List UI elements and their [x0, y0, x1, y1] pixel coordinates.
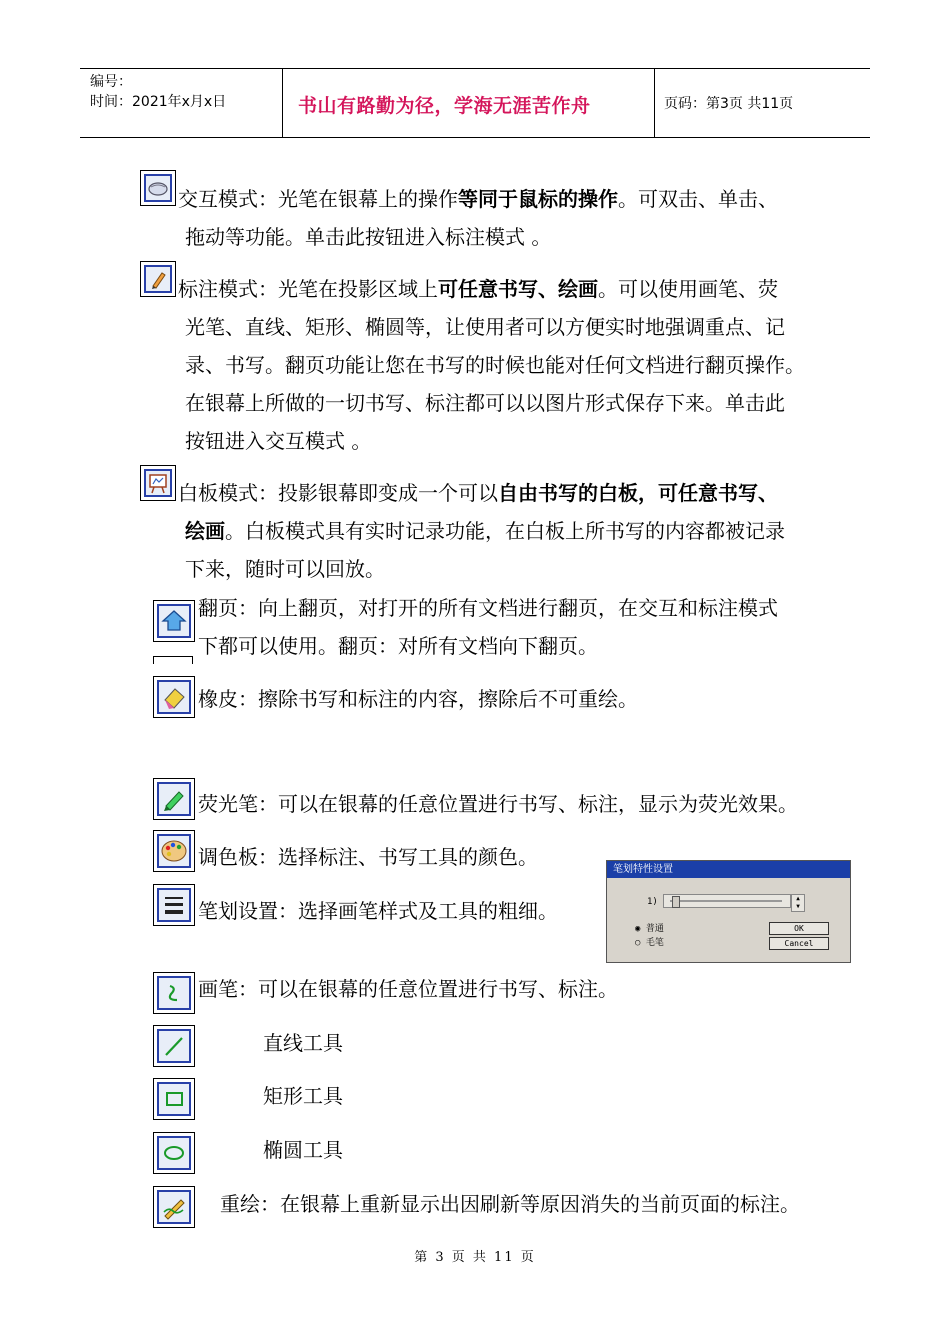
slider-thumb[interactable]: [672, 896, 680, 908]
pen-text: 画笔：可以在银幕的任意位置进行书写、标注。: [198, 977, 618, 1001]
pencil-icon: [140, 261, 176, 297]
page-turn-line2: 下都可以使用。翻页：对所有文档向下翻页。: [198, 634, 598, 658]
ok-button[interactable]: OK: [769, 922, 829, 935]
number-label: 编号：: [90, 74, 132, 90]
page-up-icon: [153, 600, 195, 642]
spin-down-icon[interactable]: ▼: [796, 903, 800, 910]
eraser-text: 橡皮：擦除书写和标注的内容，擦除后不可重绘。: [198, 687, 638, 711]
motto: 书山有路勤为径，学海无涯苦作舟: [298, 95, 591, 117]
page-turn-line1: 翻页：向上翻页，对打开的所有文档进行翻页，在交互和标注模式: [198, 596, 778, 620]
radio-selected-icon: ◉: [635, 924, 646, 934]
page-info: 页码：第3页 共11页: [664, 96, 794, 112]
annotate-mode-line5: 按钮进入交互模式 。: [185, 429, 372, 453]
mouse-icon: [140, 170, 176, 206]
radio-brush[interactable]: ○ 毛笔: [635, 938, 664, 948]
page-down-icon-edge: [153, 656, 193, 664]
stroke-settings-dialog: [606, 860, 851, 963]
whiteboard-mode-line2: 绘画。白板模式具有实时记录功能，在白板上所书写的内容都被记录: [185, 519, 785, 543]
palette-text: 调色板：选择标注、书写工具的颜色。: [198, 845, 538, 869]
palette-icon: [153, 830, 195, 872]
date-label: 时间：2021年x月x日: [90, 94, 227, 110]
annotate-mode-line4: 在银幕上所做的一切书写、标注都可以以图片形式保存下来。单击此: [185, 391, 785, 415]
interactive-mode-line1: 交互模式：光笔在银幕上的操作等同于鼠标的操作。可双击、单击、: [178, 187, 778, 211]
stroke-lines-icon: [153, 884, 195, 926]
pen-curve-icon: [153, 972, 195, 1014]
annotate-mode-line1: 标注模式：光笔在投影区域上可任意书写、绘画。可以使用画笔、荧: [178, 277, 778, 301]
ellipse-tool-text: 椭圆工具: [263, 1138, 343, 1162]
spin-control[interactable]: [791, 894, 805, 912]
redraw-text: 重绘：在银幕上重新显示出因刷新等原因消失的当前页面的标注。: [220, 1192, 800, 1216]
rectangle-icon: [153, 1078, 195, 1120]
eraser-icon: [153, 676, 195, 718]
stroke-text: 笔划设置：选择画笔样式及工具的粗细。: [198, 899, 558, 923]
ellipse-icon: [153, 1132, 195, 1174]
stroke-width-slider[interactable]: [663, 894, 791, 908]
document-header: [80, 68, 870, 138]
header-divider: [654, 69, 655, 137]
rect-tool-text: 矩形工具: [263, 1084, 343, 1108]
page-footer: 第 3 页 共 11 页: [414, 1250, 536, 1265]
interactive-mode-line2: 拖动等功能。单击此按钮进入标注模式 。: [185, 225, 552, 249]
line-tool-text: 直线工具: [263, 1031, 343, 1055]
spin-up-icon[interactable]: ▲: [796, 895, 800, 902]
line-icon: [153, 1025, 195, 1067]
annotate-mode-line3: 录、书写。翻页功能让您在书写的时候也能对任何文档进行翻页操作。: [185, 353, 805, 377]
slider-label: 1): [647, 897, 658, 907]
radio-normal[interactable]: ◉ 普通: [635, 924, 664, 934]
highlighter-text: 荧光笔：可以在银幕的任意位置进行书写、标注，显示为荧光效果。: [198, 792, 798, 816]
whiteboard-icon: [140, 465, 176, 501]
cancel-button[interactable]: Cancel: [769, 937, 829, 950]
annotate-mode-line2: 光笔、直线、矩形、椭圆等，让使用者可以方便实时地强调重点、记: [185, 315, 785, 339]
header-divider: [282, 69, 283, 137]
dialog-title: 笔划特性设置: [607, 861, 850, 878]
highlighter-icon: [153, 778, 195, 820]
whiteboard-mode-line3: 下来，随时可以回放。: [185, 557, 385, 581]
redraw-icon: [153, 1186, 195, 1228]
whiteboard-mode-line1: 白板模式：投影银幕即变成一个可以自由书写的白板，可任意书写、: [178, 481, 778, 505]
radio-empty-icon: ○: [635, 938, 646, 948]
